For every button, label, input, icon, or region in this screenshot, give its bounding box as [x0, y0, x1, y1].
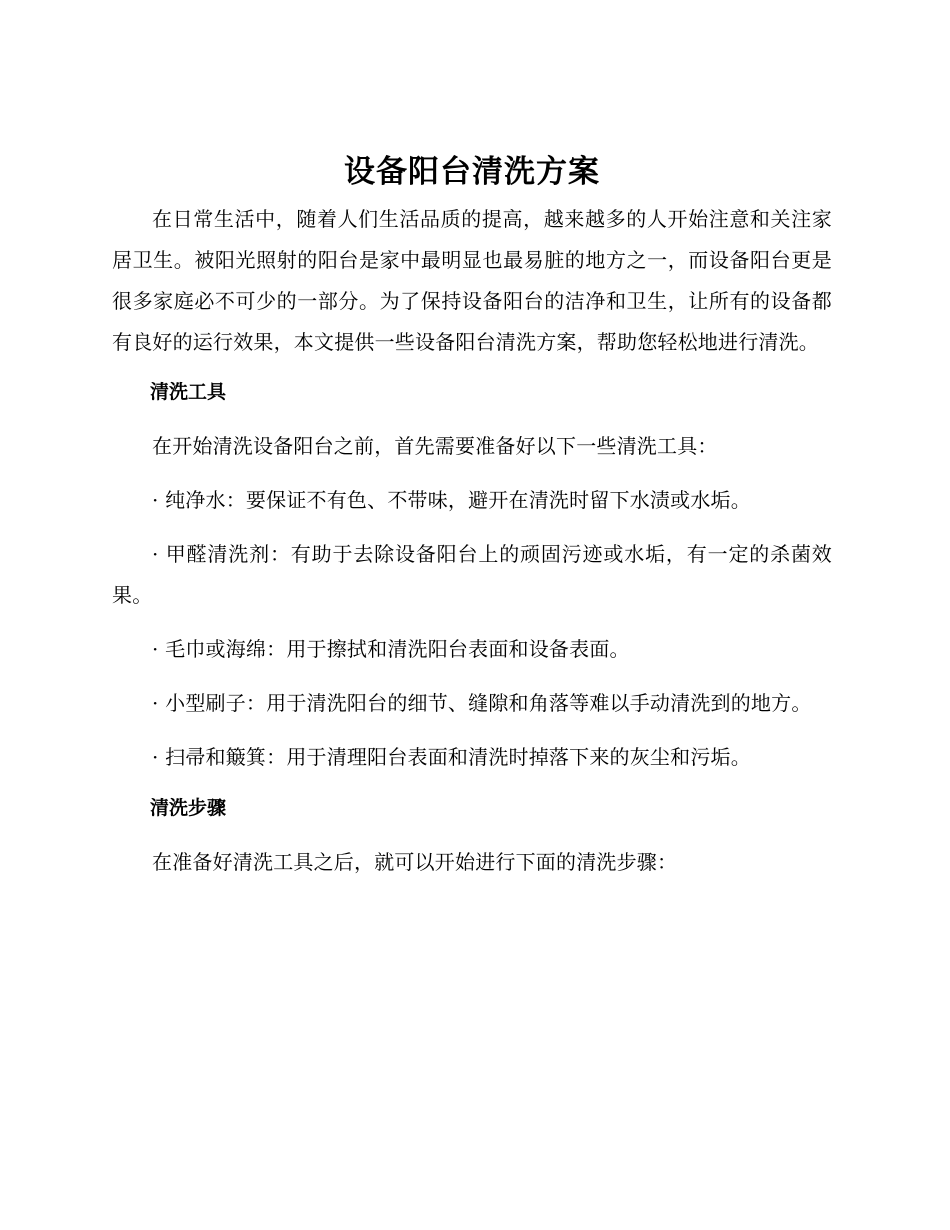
steps-lead-paragraph: 在准备好清洗工具之后，就可以开始进行下面的清洗步骤： — [152, 850, 678, 874]
tool-item-cleaner: · 甲醛清洗剂：有助于去除设备阳台上的顽固污迹或水垢，有一定的杀菌效果。 — [112, 542, 832, 607]
tool-item-broom: · 扫帚和簸箕：用于清理阳台表面和清洗时掉落下来的灰尘和污垢。 — [152, 745, 751, 769]
section-heading-steps: 清洗步骤 — [150, 797, 227, 819]
intro-paragraph: 在日常生活中，随着人们生活品质的提高，越来越多的人开始注意和关注家居卫生。被阳光照射的阳台是家中最明显也最易脏的地方之一，而设备阳台更是很多家庭必不可少的一部分。为了保持设备阳台的洁净和卫生，让所有的设备都有良好的运行效果，本文提供一些设备阳台清洗方案，帮助您轻松地进行清洗。 — [112, 207, 832, 354]
document-title: 设备阳台清洗方案 — [344, 154, 600, 190]
tool-item-towel: · 毛巾或海绵：用于擦拭和清洗阳台表面和设备表面。 — [152, 637, 630, 661]
section-heading-tools: 清洗工具 — [150, 381, 227, 403]
tools-lead-paragraph: 在开始清洗设备阳台之前，首先需要准备好以下一些清洗工具： — [152, 434, 718, 458]
tool-item-brush: · 小型刷子：用于清洗阳台的细节、缝隙和角落等难以手动清洗到的地方。 — [152, 691, 812, 715]
tool-item-water: · 纯净水：要保证不有色、不带味，避开在清洗时留下水渍或水垢。 — [152, 488, 751, 512]
document-page — [112, 150, 832, 883]
